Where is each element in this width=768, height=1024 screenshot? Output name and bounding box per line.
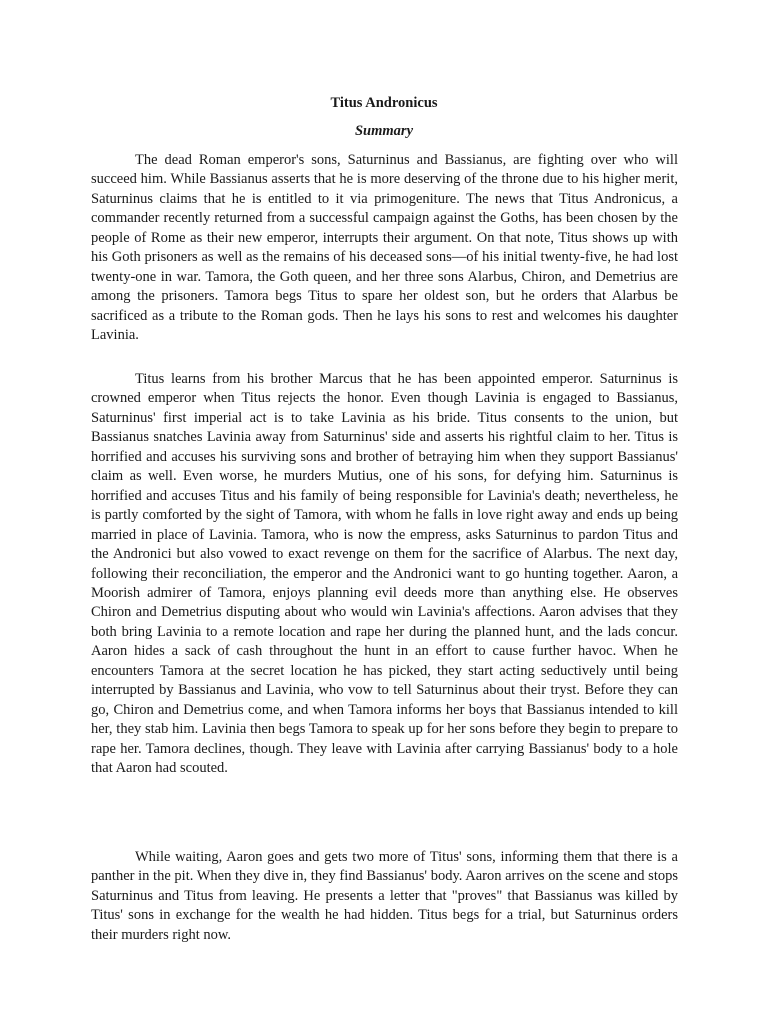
document-title: Titus Andronicus bbox=[330, 95, 438, 111]
paragraph-3: While waiting, Aaron goes and gets two more of Titus' sons, informing them that there is a panther in the pit. When they dive in, they find Bassianus' body. Aaron arrives on the scene and stops Saturninus and Titus from leaving. He presents a letter that "proves" that Bassianus was killed by Titus' sons in exchange for the wealth he had hidden. Titus begs for a trial, but Saturninus orders their murders right now. bbox=[91, 849, 678, 943]
document-subtitle: Summary bbox=[354, 123, 413, 139]
paragraph-1: The dead Roman emperor's sons, Saturninus and Bassianus, are fighting over who will succeed him. While Bassianus asserts that he is more deserving of the throne due to his higher merit, Saturninus claims that he is entitled to it via primogeniture. The news that Titus Andronicus, a commander recently returned from a successful campaign against the Goths, has been chosen by the people of Rome as their new emperor, interrupts their argument. On that note, Titus shows up with his Goth prisoners as well as the remains of his deceased sons—of his initial twenty-five, he had lost twenty-one in war. Tamora, the Goth queen, and her three sons Alarbus, Chiron, and Demetrius are among the prisoners. Tamora begs Titus to spare her oldest son, but he orders that Alarbus be sacrificed as a tribute to the Roman gods. Then he lays his sons to rest and welcomes his daughter Lavinia. bbox=[91, 152, 678, 344]
paragraph-2: Titus learns from his brother Marcus that he has been appointed emperor. Saturninus is crowned emperor when Titus rejects the honor. Even though Lavinia is engaged to Bassianus, Saturninus' first imperial act is to take Lavinia as his bride. Titus consents to the union, but Bassianus snatches Lavinia away from Saturninus' side and asserts his rightful claim to her. Titus is horrified and accuses his surviving sons and brother of betraying him when they support Bassianus' claim as well. Even worse, he murders Mutius, one of his sons, for defying him. Saturninus is horrified and accuses Titus and his family of being responsible for Lavinia's death; nevertheless, he is partly comforted by the sight of Tamora, with whom he falls in love right away and ends up being married in place of Lavinia. Tamora, who is now the empress, asks Saturninus to pardon Titus and the Andronici but also vowed to exact revenge on them for the sacrifice of Alarbus. The next day, following their reconciliation, the emperor and the Andronici want to go hunting together. Aaron, a Moorish admirer of Tamora, enjoys planning evil deeds more than anything else. He observes Chiron and Demetrius disputing about who would win Lavinia's affections. Aaron advises that they both bring Lavinia to a remote location and rape her during the planned hunt, and the lads concur. Aaron hides a sack of cash throughout the hunt in an effort to cause further havoc. When he encounters Tamora at the secret location he has picked, they start acting seductively until being interrupted by Bassianus and Lavinia, who vow to tell Saturninus about their tryst. Before they can go, Chiron and Demetrius come, and when Tamora informs her boys that Bassianus intended to kill her, they stab him. Lavinia then begs Tamora to speak up for her sons before they begin to prepare to rape her. Tamora declines, though. They leave with Lavinia after carrying Bassianus' body to a hole that Aaron had scouted. bbox=[91, 371, 678, 777]
